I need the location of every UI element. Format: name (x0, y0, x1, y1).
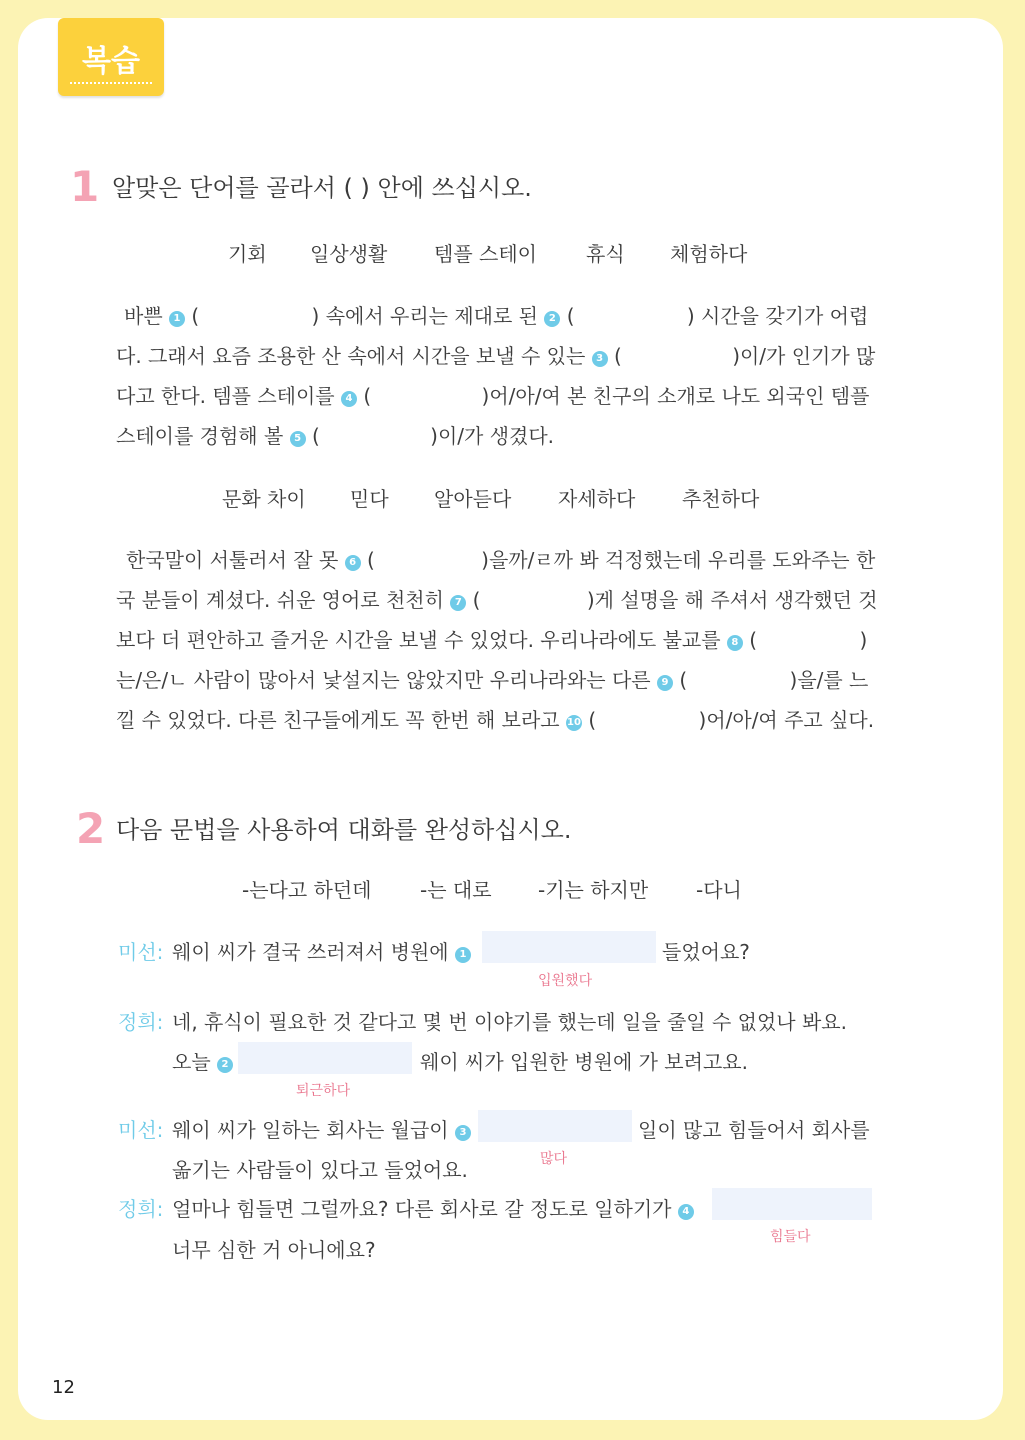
text: ) 시간을 갖기가 어렵 (686, 304, 869, 328)
word-bank-item: 알아듣다 (434, 487, 512, 511)
speaker-label: 정희: (118, 1010, 164, 1034)
paragraph-1-line-2 (116, 340, 875, 369)
number-1-marker: 1 (455, 947, 471, 963)
open-paren: ( (566, 304, 575, 328)
text: ) 속에서 우리는 제대로 된 (311, 304, 538, 328)
dialogue-1-text (172, 936, 471, 965)
text: )을까/ㄹ까 봐 걱정했는데 우리를 도와주는 한 (481, 548, 876, 572)
hint-word: 힘들다 (770, 1229, 811, 1245)
paragraph-1-line-1 (124, 300, 868, 329)
answer-box-4[interactable] (712, 1188, 872, 1220)
tag-dotted-line (70, 82, 152, 84)
paragraph-2-line-1 (126, 544, 875, 573)
grammar-item: -다니 (696, 878, 742, 902)
dialogue-3-text (172, 1114, 471, 1143)
number-2-marker: 2 (217, 1057, 233, 1073)
workbook-page (18, 18, 1003, 1420)
word-bank-item: 추천하다 (682, 487, 760, 511)
answer-box-3[interactable] (478, 1110, 632, 1142)
number-8-marker: 8 (727, 635, 743, 651)
open-paren: ( (614, 344, 622, 368)
text: 다. 그래서 요즘 조용한 산 속에서 시간을 보낼 수 있는 (116, 344, 586, 368)
paragraph-1-line-3 (116, 380, 869, 409)
speaker-label: 미선: (118, 940, 164, 964)
speaker-label: 정희: (118, 1197, 164, 1221)
text: )어/아/여 주고 싶다. (698, 708, 875, 732)
word-bank-item: 믿다 (350, 487, 389, 511)
text: 얼마나 힘들면 그럴까요? 다른 회사로 갈 정도로 일하기가 (172, 1197, 672, 1221)
dialogue-4-line-2: 너무 심한 거 아니에요? (172, 1238, 376, 1262)
section-1-title: 알맞은 단어를 골라서 ( ) 안에 쓰십시오. (112, 174, 532, 202)
word-bank-item: 체험하다 (670, 242, 748, 266)
text: 웨이 씨가 결국 쓰러져서 병원에 (172, 940, 449, 964)
section-2-title: 다음 문법을 사용하여 대화를 완성하십시오. (116, 816, 572, 844)
page-number: 12 (52, 1377, 75, 1398)
text: 국 분들이 계셨다. 쉬운 영어로 천천히 (116, 588, 444, 612)
open-paren: ( (191, 304, 200, 328)
hint-word: 많다 (540, 1151, 568, 1167)
number-2-marker: 2 (544, 311, 560, 327)
text: )어/아/여 본 친구의 소개로 나도 외국인 템플 (481, 384, 870, 408)
text: 오늘 (172, 1050, 211, 1074)
dialogue-3-text-end: 일이 많고 힘들어서 회사를 (638, 1118, 870, 1142)
number-3-marker: 3 (455, 1125, 471, 1141)
hint-word: 퇴근하다 (296, 1083, 351, 1099)
open-paren: ( (679, 668, 688, 692)
word-bank-item: 기회 (228, 242, 267, 266)
review-tag-label: 복습 (82, 44, 140, 79)
word-bank-item: 템플 스테이 (434, 242, 537, 266)
speaker-label: 미선: (118, 1118, 164, 1142)
text: 바쁜 (124, 304, 163, 328)
paragraph-2-line-2 (116, 584, 878, 613)
answer-box-2[interactable] (238, 1042, 412, 1074)
number-4-marker: 4 (341, 391, 357, 407)
open-paren: ( (367, 548, 375, 572)
text: 다고 한다. 템플 스테이를 (116, 384, 335, 408)
text: )을/를 느 (789, 668, 869, 692)
dialogue-3-line-2: 옮기는 사람들이 있다고 들었어요. (172, 1158, 468, 1182)
dialogue-2-line-2 (172, 1046, 233, 1075)
text: 낄 수 있었다. 다른 친구들에게도 꼭 한번 해 보라고 (116, 708, 560, 732)
paragraph-1-line-4 (116, 420, 554, 449)
word-bank-item: 휴식 (586, 242, 625, 266)
dialogue-2-line-1: 네, 휴식이 필요한 것 같다고 몇 번 이야기를 했는데 일을 줄일 수 없었나 봐요. (172, 1010, 847, 1034)
open-paren: ( (749, 628, 758, 652)
open-paren: ( (312, 424, 320, 448)
text: 보다 더 편안하고 즐거운 시간을 보낼 수 있었다. 우리나라에도 불교를 (116, 628, 721, 652)
review-tag (58, 18, 164, 96)
text: ) (859, 628, 868, 652)
text: 스테이를 경험해 볼 (116, 424, 284, 448)
number-4-marker: 4 (678, 1204, 694, 1220)
number-1-marker: 1 (169, 311, 185, 327)
open-paren: ( (363, 384, 372, 408)
text: )이/가 생겼다. (430, 424, 555, 448)
answer-box-1[interactable] (482, 931, 656, 963)
section-1-number: 1 (70, 162, 100, 211)
text: )게 설명을 해 주셔서 생각했던 것 (586, 588, 878, 612)
grammar-item: -는 대로 (420, 878, 492, 902)
word-bank-item: 문화 차이 (222, 487, 306, 511)
hint-word: 입원했다 (538, 973, 593, 989)
dialogue-4-text (172, 1193, 694, 1222)
dialogue-1-text-end: 들었어요? (662, 940, 750, 964)
text: 는/은/ㄴ 사람이 많아서 낯설지는 않았지만 우리나라와는 다른 (116, 668, 651, 692)
paragraph-2-line-5 (116, 704, 874, 733)
number-10-marker: 10 (566, 715, 582, 731)
grammar-item: -는다고 하던데 (242, 878, 372, 902)
word-bank-item: 자세하다 (558, 487, 636, 511)
text: 웨이 씨가 일하는 회사는 월급이 (172, 1118, 449, 1142)
grammar-item: -기는 하지만 (538, 878, 649, 902)
section-2-number: 2 (76, 804, 106, 853)
paragraph-2-line-3 (116, 624, 867, 653)
text: )이/가 인기가 많 (732, 344, 876, 368)
dialogue-2-line-2-end: 웨이 씨가 입원한 병원에 가 보려고요. (420, 1050, 748, 1074)
open-paren: ( (472, 588, 481, 612)
number-3-marker: 3 (592, 351, 608, 367)
text: 한국말이 서툴러서 잘 못 (126, 548, 339, 572)
number-9-marker: 9 (657, 675, 673, 691)
word-bank-item: 일상생활 (310, 242, 388, 266)
number-7-marker: 7 (450, 595, 466, 611)
number-6-marker: 6 (345, 555, 361, 571)
paragraph-2-line-4 (116, 664, 868, 693)
open-paren: ( (588, 708, 597, 732)
number-5-marker: 5 (290, 431, 306, 447)
